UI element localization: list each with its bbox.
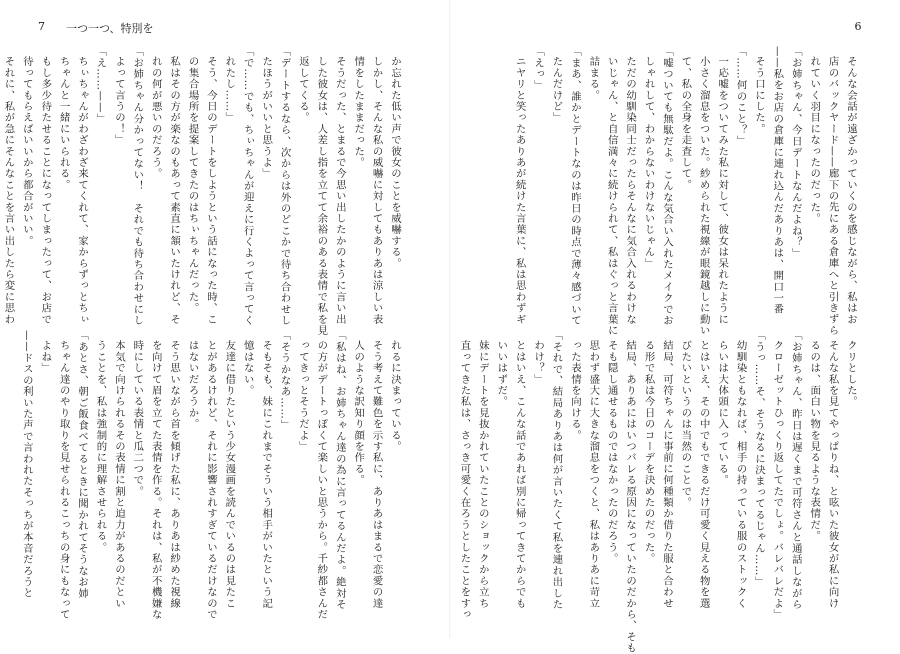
text-line: を向けて眉を立てた表情を作る。それは、私が不機嫌な	[149, 340, 162, 621]
text-line: 「お姉ちゃん分かってない！ それでも待ち合わせにし	[131, 46, 144, 326]
text-line: ——ドスの利いた声で言われたそっちが本音だろうと	[20, 330, 33, 599]
right-page-lower-text	[458, 330, 860, 654]
text-line: うことを、私は強制的に理解させられる。	[94, 340, 107, 554]
text-line: よって言うの！」	[112, 56, 125, 146]
text-line: れていく羽目になったのだった。	[808, 56, 821, 225]
text-line: そうだった、とまるで今思い出したかのように言い出	[333, 56, 346, 326]
text-line: そう思いながら首を傾げた私に、ありあは紗めた視線	[168, 340, 181, 610]
text-line: 「お姉ちゃん、今日デートなんだよね？」	[789, 46, 802, 259]
text-line: 妹にデートを見抜かれていたことのショックから立ち	[476, 340, 489, 610]
text-line: そう考えて難色を示す私に、ありあはまるで恋愛の達	[370, 340, 383, 610]
text-line: 私はその方が楽なのもあって素直に頷いたけれど、そ	[168, 56, 181, 326]
text-line: そもそも、妹にこれまでそういう相手がいたという記	[260, 340, 273, 610]
running-head-title: 一つ一つ、特別を	[66, 22, 154, 35]
text-line: そんな私を見てやっぱりね、と呟いた彼女が私に向け	[826, 340, 839, 610]
text-line: れの何が悪いのだろう。	[149, 56, 162, 180]
text-line: 情をしたままだった。	[352, 56, 365, 169]
text-line: とはいえ、こんな話であれば別に帰ってきてからでも	[513, 340, 526, 610]
text-line: とはいえ、その中でもできるだけ可愛く見える物を選	[697, 340, 710, 610]
text-line: 憶はない。	[241, 340, 254, 397]
text-line: そう口にした。	[752, 56, 765, 135]
text-line: 「……何のこと？」	[734, 46, 747, 147]
text-line: 「デートするなら、次からは外のどこかで待ち合わせし	[278, 46, 291, 326]
text-line: 「え……——」	[94, 46, 107, 125]
right-page-number: 6	[854, 20, 862, 33]
text-line: しゃれして、わからないわけないじゃん」	[642, 56, 655, 270]
left-page-number: 7	[38, 20, 46, 33]
text-line: 「で……でも、ちぃちゃんが迎えに行くよって言ってく	[241, 46, 254, 326]
text-line: 「嘘ついても無駄だよ。こんな気合い入れたメイクでお	[660, 46, 673, 326]
text-line: 思わず盛大に大きな溜息をつくと、私はありあに苛立	[587, 340, 600, 610]
text-line: 「お姉ちゃん、昨日は遅くまで可符さんと通話しながら	[789, 330, 802, 610]
text-line: ちぃちゃんがわざわざ来てくれて、家からずっとちぃ	[76, 56, 89, 326]
text-line: たんだけど」	[550, 56, 563, 124]
text-line: 詰まる。	[587, 56, 600, 102]
text-line: わけ？」	[532, 340, 545, 386]
text-line: の集合場所を提案してきたのはちぃちゃんだった。	[186, 56, 199, 314]
text-line: 一応嘘をついてみた私に対して、彼女は呆れたように	[716, 56, 729, 326]
text-line: 店のバックヤード——廊下の先にある倉庫へと引きずら	[826, 56, 839, 337]
text-line: 友達に借りたという少女漫画を読んでいるのは見たこ	[223, 340, 236, 610]
text-line: クローゼットひっくり返してたでしょ。バレバレだよ」	[771, 340, 784, 621]
right-page-upper-text	[502, 46, 860, 337]
text-line: れたし……」	[223, 56, 236, 124]
left-page-upper-text	[2, 46, 404, 337]
text-line: ただの幼馴染同士だったらそんなに気合入れるわけな	[624, 56, 637, 326]
left-page-lower-text	[20, 330, 404, 621]
text-line: 「うっ……そ、そうなるに決まってるじゃん……」	[752, 330, 765, 588]
text-line: 「まあ、誰かとデートなのは昨日の時点で薄々感づいて	[568, 46, 581, 326]
text-line: 「えっ」	[532, 46, 545, 91]
text-line: 待ってもらえばいいから都合がいい。	[20, 56, 33, 247]
text-line: よね」	[39, 340, 52, 374]
text-line: 人のような訳知り顔を作る。	[352, 340, 365, 486]
text-line: 結局、可符ちゃんに事前に何種類か借りた服と合わせ	[660, 340, 673, 610]
text-line: 「あとさ、朝ご飯食べてるときに聞かれてそうなお姉	[76, 330, 89, 599]
text-line: れるに決まっている。	[389, 340, 401, 453]
text-line: はないだろうか。	[186, 340, 199, 430]
text-line: ——私をお店の倉庫に連れ込んだありあは、開口一番	[771, 46, 784, 315]
text-line: ニヤリと笑ったありあが続けた言葉に、私は思わずギ	[513, 56, 526, 326]
text-line: か忘れた低い声で彼女のことを威嚇する。	[389, 56, 401, 270]
text-line: しかし、そんな私の威嚇に対してもありあは涼しい表	[370, 56, 383, 326]
text-line: ってきっとそうだよ」	[296, 340, 309, 453]
text-line: もし多少待たせることになってしまったって、お店で	[39, 56, 52, 326]
text-line: の方がデートっぽくて楽しいと思うから。千紗都さんだ	[315, 340, 328, 621]
text-line: そんな会話が遠ざかっていくのを感じながら、私はお	[845, 56, 857, 326]
text-line: 本気で向けられるその表情に割と迫力があるのだとい	[112, 340, 125, 610]
text-line: るのは、面白い物を見るような表情だ。	[808, 340, 821, 542]
text-line: 幼馴染ともなれば、相手の持っている服のストックく	[734, 340, 747, 610]
text-line: 返してくる。	[296, 56, 309, 124]
text-line: それに、私が急にそんなことを言い出したら変に思わ	[2, 56, 15, 326]
text-line: ちゃん達のやり取りを見せられるこっちの身にもなって	[57, 340, 70, 621]
text-line: いじゃん、と自信満々に続けられて、私はぐっと言葉に	[605, 56, 618, 337]
text-line: そう、今日のデートをしようという話になった時、こ	[204, 56, 217, 326]
text-line: る形で私は今日のコーデを決めたのだった。	[642, 340, 655, 565]
text-line: 結局、ありあにはいつバレる原因になっていたのだから、そも	[624, 340, 637, 654]
text-line: した彼女は、人差し指を立てて余裕のある表情で私を見	[315, 56, 328, 337]
text-line: 「そうかなあ……」	[278, 330, 291, 431]
text-line: 小さく溜息をついた。紗められた視線が眼鏡越しに動い	[697, 56, 710, 337]
text-line: とがあるけれど、それに影響されすぎているだけなので	[204, 340, 217, 621]
text-line: 直ってきた私は、さっき可愛く在ろうとしたことをすっ	[458, 340, 471, 621]
text-line: て、私の全身を走査して。	[679, 56, 692, 191]
text-line: たほうがいいと思うよ」	[260, 56, 273, 180]
text-line: った表情を向ける。	[568, 340, 581, 442]
text-line: クリとした。	[845, 340, 857, 408]
text-line: 「私はね、お姉ちゃん達の為に言ってるんだよ。絶対そ	[333, 330, 346, 610]
text-line: ちゃんと一緒にいられる。	[57, 56, 70, 191]
text-line: そも隠し通せるものではなかったのだろう。	[605, 340, 618, 565]
text-line: らいは大体頭に入っている。	[716, 340, 729, 486]
text-line: 「それで、結局ありあは何が言いたくて私を連れ出した	[550, 330, 563, 610]
text-line: いいはずだ。	[495, 340, 508, 408]
text-line: 時にしている表情と瓜二つで。	[131, 340, 144, 498]
text-line: びたいというのは当然のことで。	[679, 340, 692, 509]
